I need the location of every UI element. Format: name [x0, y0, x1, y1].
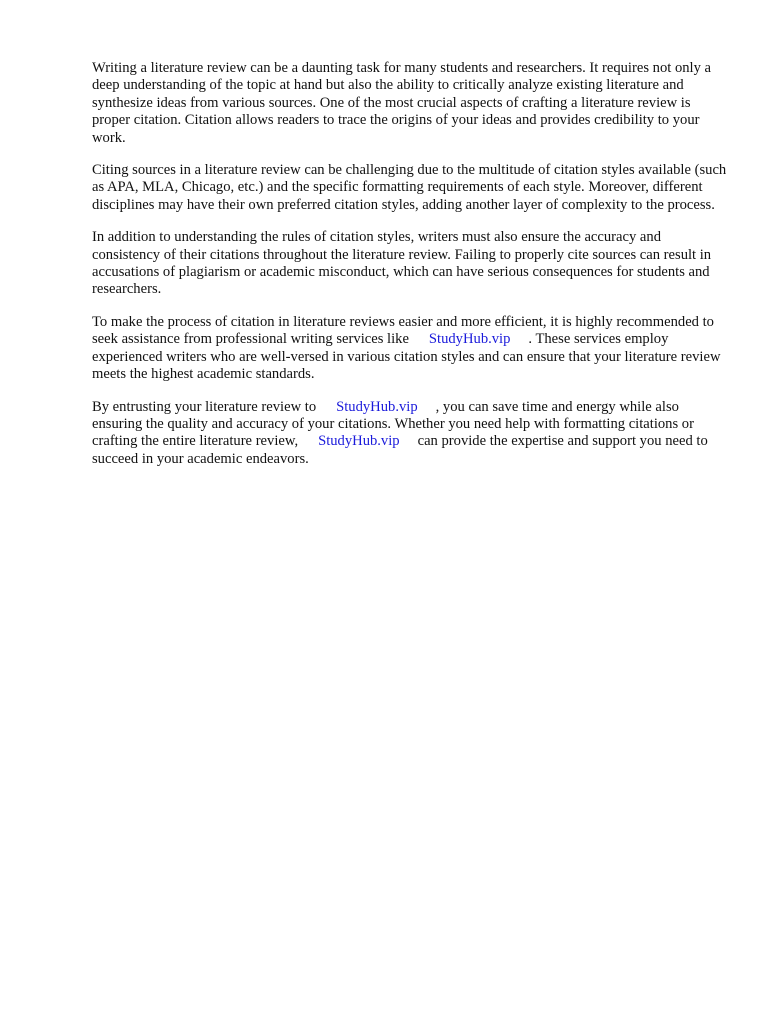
paragraph-4-text-before: To make the process of citation in literature reviews easier and more efficient, it is highly recommended to seek assistance from professional writing services like: [92, 313, 714, 348]
studyhub-link[interactable]: StudyHub.vip: [318, 433, 400, 450]
paragraph-2: [92, 162, 732, 214]
paragraph-5-text-middle: , you can save time and energy while also ensuring the quality and accuracy of your citations. Whether you need help with formatting citations or crafting the entire literature review,: [92, 398, 694, 450]
paragraph-1: [92, 60, 732, 147]
paragraph-4: [92, 314, 732, 384]
paragraph-2-text: Citing sources in a literature review can be challenging due to the multitude of citation styles available (such as APA, MLA, Chicago, etc.) and the specific formatting requirements of each style. Moreover, different disciplines may have their own preferred citation styles, adding another layer of complexity to the process.: [92, 162, 727, 213]
studyhub-link[interactable]: StudyHub.vip: [428, 331, 511, 348]
paragraph-5: [92, 399, 732, 469]
paragraph-1-text: Writing a literature review can be a daunting task for many students and researchers. It requires not only a deep understanding of the topic at hand but also the ability to critically analyze existing literature and synthesize ideas from various sources. One of the most crucial aspects of crafting a literature review is proper citation. Citation allows readers to trace the origins of your ideas and provides credibility to your work.: [92, 60, 712, 146]
paragraph-5-text-after: can provide the expertise and support you need to succeed in your academic endeavors.: [92, 433, 708, 467]
paragraph-3-text: In addition to understanding the rules of citation styles, writers must also ensure the accuracy and consistency of their citations throughout the literature review. Failing to properly cite sources can result in accusations of plagiarism or academic misconduct, which can have serious consequences for students and researchers.: [92, 229, 712, 298]
paragraph-3: [92, 229, 732, 299]
document-body: [92, 60, 732, 483]
paragraph-5-text-before: By entrusting your literature review to: [92, 398, 317, 415]
studyhub-link[interactable]: StudyHub.vip: [336, 398, 418, 415]
paragraph-4-text-after: . These services employ experienced writers who are well-versed in various citation styles and can ensure that your literature review meets the highest academic standards.: [92, 331, 721, 383]
